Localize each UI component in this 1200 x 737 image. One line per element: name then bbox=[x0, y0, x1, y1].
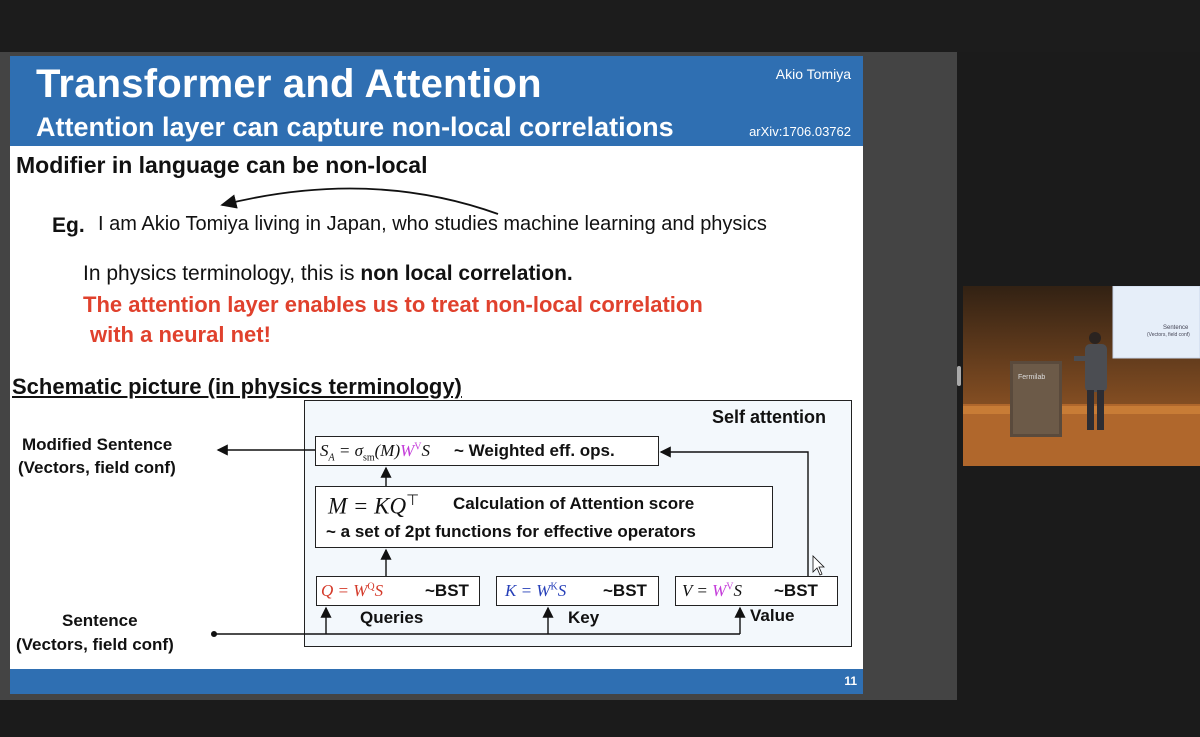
projected-text-2: (Vectors, field conf) bbox=[1147, 332, 1190, 338]
attention-enables-line: The attention layer enables us to treat non-local correlation bbox=[83, 292, 703, 317]
slide-subtitle: Attention layer can capture non-local correlations bbox=[36, 112, 674, 142]
physics-line-bold: non local correlation. bbox=[360, 262, 573, 285]
sentence-sublabel: (Vectors, field conf) bbox=[16, 635, 174, 654]
meeting-top-bar bbox=[0, 0, 1200, 52]
heading-schematic: Schematic picture (in physics terminology) bbox=[12, 374, 462, 399]
q-formula: $Q = W^QS$ bbox=[321, 581, 384, 600]
example-sentence: I am Akio Tomiya living in Japan, who studies machine learning and physics bbox=[98, 213, 767, 235]
key-label: Key bbox=[568, 608, 600, 627]
twopt-function-text: ~ a set of 2pt functions for effective operators bbox=[326, 522, 696, 541]
example-label: Eg. bbox=[52, 214, 85, 237]
mouse-cursor-icon bbox=[813, 556, 824, 575]
weighted-text: ~ Weighted eff. ops. bbox=[454, 441, 615, 460]
projected-text-1: Sentence bbox=[1163, 325, 1189, 331]
slide-page-number: 11 bbox=[844, 674, 857, 688]
panel-resize-handle[interactable] bbox=[957, 366, 961, 386]
modified-sentence-label: Modified Sentence bbox=[22, 435, 173, 454]
slide-author: Akio Tomiya bbox=[775, 66, 851, 82]
speaker-video-scene bbox=[963, 286, 1200, 466]
arxiv-reference: arXiv:1706.03762 bbox=[749, 124, 851, 139]
heading-modifier: Modifier in language can be non-local bbox=[16, 152, 428, 178]
sa-formula: $S_A = \sigma_{sm}(M)W^VS$ bbox=[320, 441, 431, 464]
value-label: Value bbox=[750, 606, 795, 625]
queries-label: Queries bbox=[360, 608, 424, 627]
presentation-slide bbox=[10, 56, 863, 694]
query-bst: ~BST bbox=[425, 581, 469, 600]
attention-score-text: Calculation of Attention score bbox=[453, 494, 695, 513]
key-bst: ~BST bbox=[603, 581, 647, 600]
neural-net-line: with a neural net! bbox=[90, 322, 271, 347]
self-attention-label: Self attention bbox=[712, 407, 827, 427]
slide-title: Transformer and Attention bbox=[36, 62, 542, 106]
k-formula: $K = W^KS$ bbox=[505, 581, 567, 600]
physics-line-prefix: In physics terminology, this is bbox=[83, 262, 361, 285]
podium-logo: Fermilab bbox=[1018, 374, 1046, 381]
modified-sentence-sublabel: (Vectors, field conf) bbox=[18, 458, 176, 477]
sentence-label: Sentence bbox=[62, 611, 138, 630]
diagram-arrows bbox=[10, 56, 863, 669]
value-bst: ~BST bbox=[774, 581, 818, 600]
m-formula: M = KQ⊤ bbox=[328, 492, 420, 519]
slide-footer bbox=[10, 669, 863, 694]
v-formula: $V = W^VS$ bbox=[682, 581, 742, 600]
speaker-video-feed[interactable] bbox=[963, 286, 1200, 466]
